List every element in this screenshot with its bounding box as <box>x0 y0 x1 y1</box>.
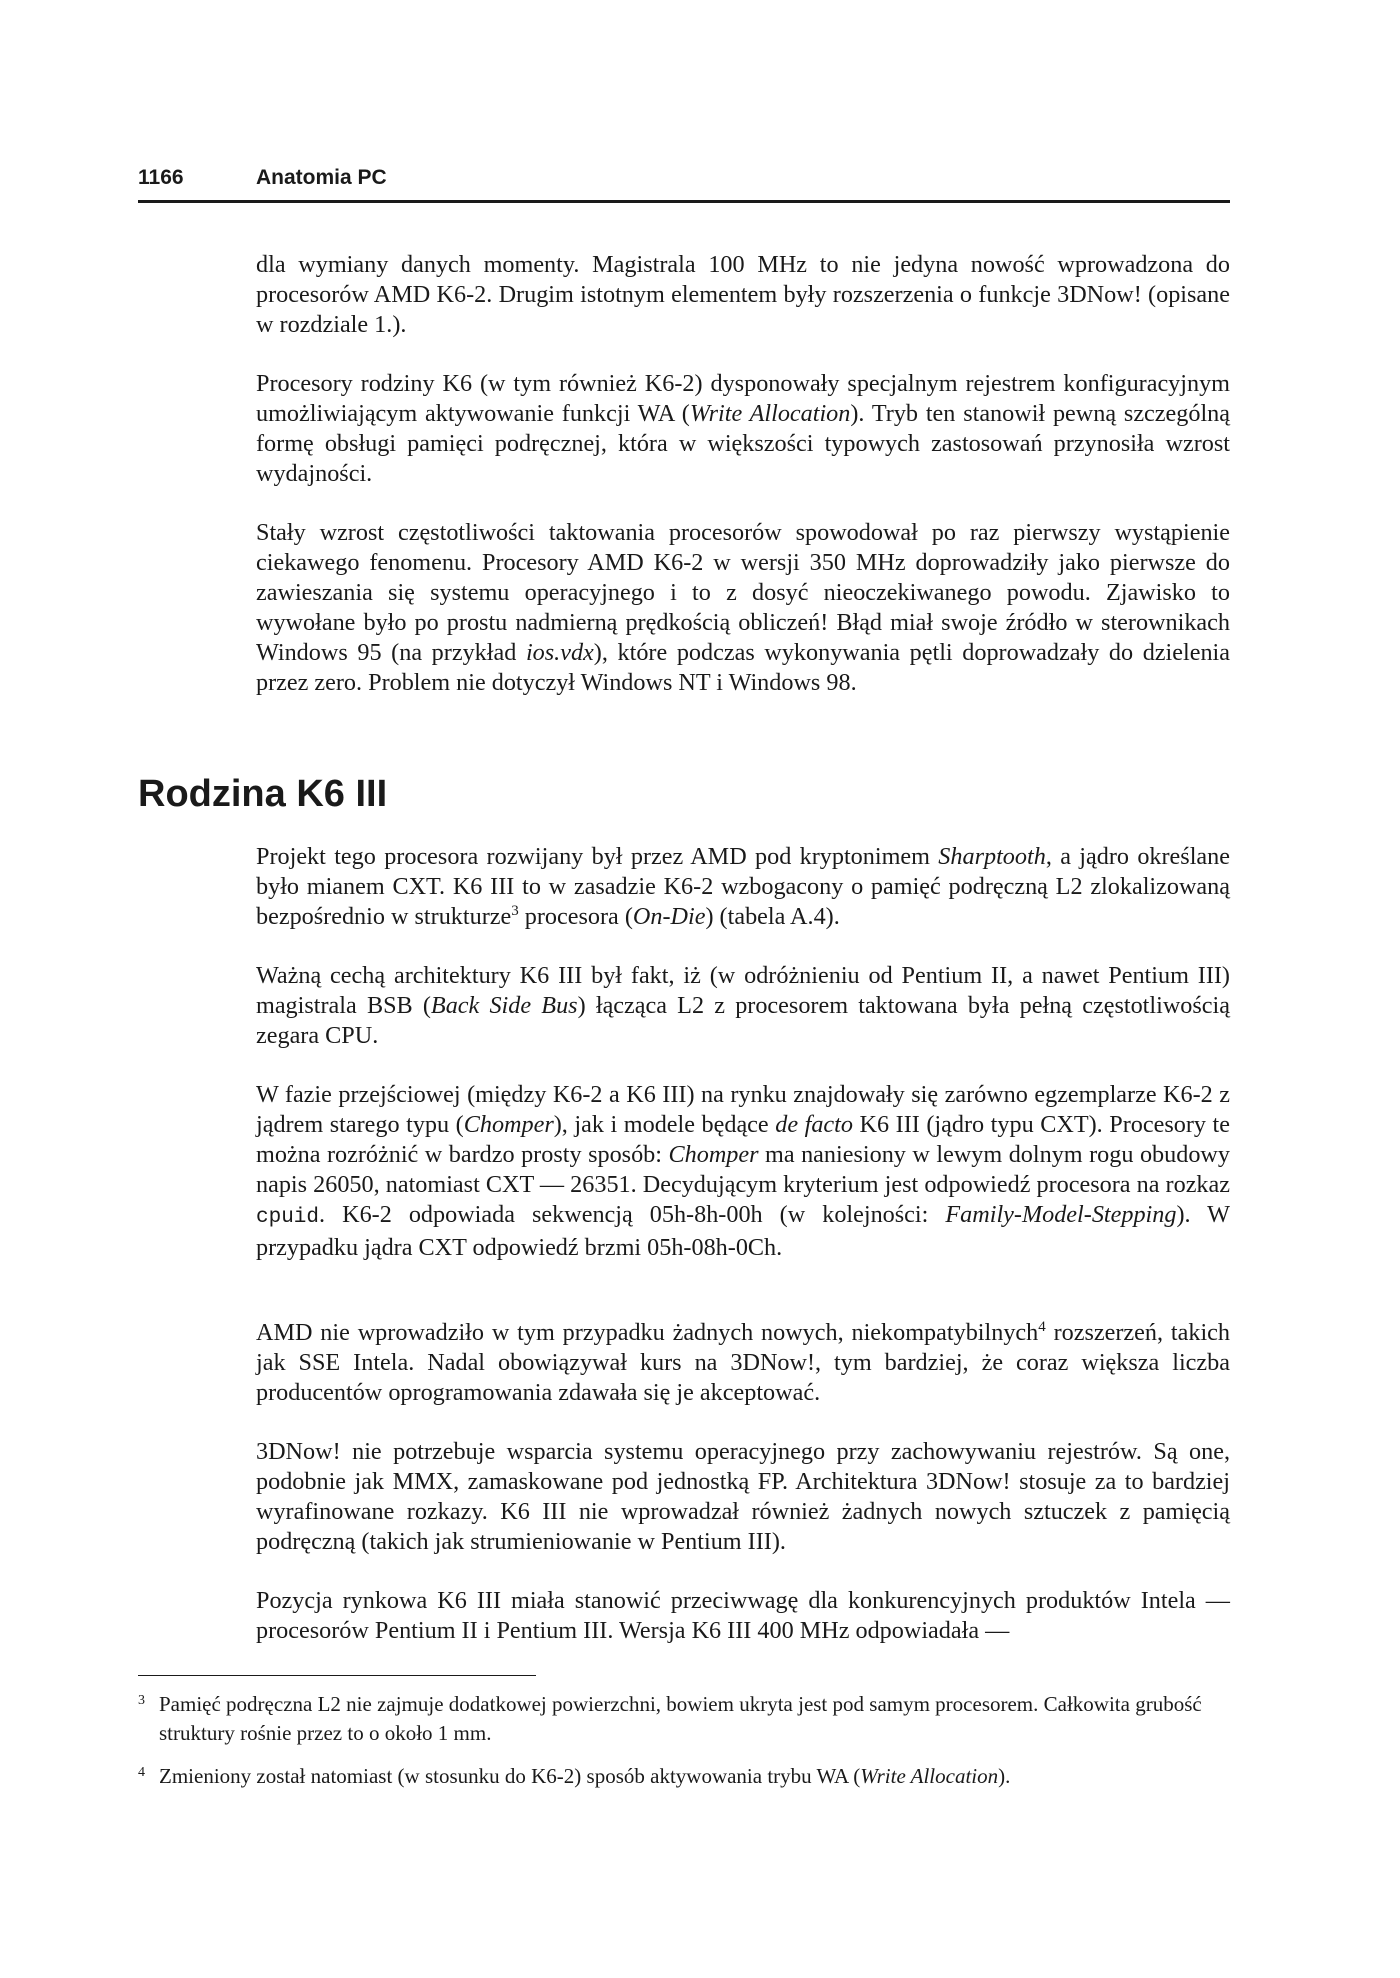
paragraph-3: Stały wzrost częstotliwości taktowania procesorów spowodował po raz pierwszy wystąpienie ciekawego fenomenu. Procesory AMD K6-2 w wersji 350 MHz doprowadziły jako pierwsze do zawieszania się systemu operacyjnego i to z dosyć nieoczekiwanego powodu. Zjawisko to wywołane było po prostu nadmierną prędkością obliczeń! Błąd miał swoje źródło w sterownikach Windows 95 (na przykład ios.vdx), które podczas wykonywania pętli doprowadzały do dzielenia przez zero. Problem nie dotyczył Windows NT i Windows 98. <box>256 519 1231 697</box>
paragraph-6: W fazie przejściowej (między K6-2 a K6 III) na rynku znajdowały się zarówno egzemplarze K6-2 z jądrem starego typu (Chomper), jak i modele będące de facto K6 III (jądro typu CXT). Procesory te można rozróżnić w bardzo prosty sposób: Chomper ma naniesiony w lewym dolnym rogu obudowy napis 26050, natomiast CXT — 26351. Decydującym kryterium jest odpowiedź procesora na rozkaz cpuid. K6-2 odpowiada sekwencją 05h-8h-00h (w kolejności: Family-Model-Stepping). W przypadku jądra CXT odpowiedź brzmi 05h-08h-0Ch. <box>256 1081 1230 1262</box>
footnote-3 <box>138 1690 1230 1748</box>
paragraph-4: Projekt tego procesora rozwijany był przez AMD pod kryptonimem Sharptooth, a jądro określane było mianem CXT. K6 III to w zasadzie K6-2 wzbogacony o pamięć podręczną L2 zlokalizowaną bezpośrednio w strukturze$^3$ procesora (On-Die) (tabela A.4). <box>256 843 1230 931</box>
footnote-text: Zmieniony został natomiast (w stosunku do K6-2) sposób aktywowania trybu WA (Write Allocation). <box>159 1764 1011 1788</box>
paragraph-8: 3DNow! nie potrzebuje wsparcia systemu operacyjnego przy zachowywaniu rejestrów. Są one, podobnie jak MMX, zamaskowane pod jednostką FP. Architektura 3DNow! stosuje za to bardziej wyrafinowane rozkazy. K6 III nie wprowadzał również żadnych nowych sztuczek z pamięcią podręczną (takich jak strumieniowanie w Pentium III). <box>256 1438 1230 1556</box>
footnote-4 <box>138 1762 1230 1791</box>
page-number: 1166 <box>138 166 184 189</box>
running-header <box>138 160 1230 203</box>
footnote-text: Pamięć podręczna L2 nie zajmuje dodatkowej powierzchni, bowiem ukryta jest pod samym procesorem. Całkowita grubość struktury rośnie przez to o około 1 mm. <box>159 1692 1202 1745</box>
footnote-ref-3: 3 <box>511 903 519 920</box>
paragraph-5: Ważną cechą architektury K6 III był fakt, iż (w odróżnieniu od Pentium II, a nawet Pentium III) magistrala BSB (Back Side Bus) łącząca L2 z procesorem taktowana była pełną częstotliwością zegara CPU. <box>256 962 1231 1050</box>
paragraph-2: Procesory rodziny K6 (w tym również K6-2) dysponowały specjalnym rejestrem konfiguracyjnym umożliwiającym aktywowanie funkcji WA (Write Allocation). Tryb ten stanowił pewną szczególną formę obsługi pamięci podręcznej, która w większości typowych zastosowań przynosiła wzrost wydajności. <box>256 370 1230 488</box>
footnote-number: 4 <box>138 1765 145 1780</box>
footnote-divider <box>138 1675 536 1676</box>
footnote-number: 3 <box>138 1693 145 1708</box>
section-heading: Rodzina K6 III <box>138 773 388 815</box>
paragraph-9: Pozycja rynkowa K6 III miała stanowić przeciwwagę dla konkurencyjnych produktów Intela — procesorów Pentium II i Pentium III. Wersja K6 III 400 MHz odpowiadała — <box>256 1587 1230 1645</box>
paragraph-7: AMD nie wprowadziło w tym przypadku żadnych nowych, niekompatybilnych$^4$ rozszerzeń, takich jak SSE Intela. Nadal obowiązywał kurs na 3DNow!, tym bardziej, że coraz większa liczba producentów oprogramowania zdawała się je akceptować. <box>256 1318 1230 1407</box>
paragraph-1: dla wymiany danych momenty. Magistrala 100 MHz to nie jedyna nowość wprowadzona do procesorów AMD K6-2. Drugim istotnym elementem były rozszerzenia o funkcje 3DNow! (opisane w rozdziale 1.). <box>256 251 1230 339</box>
running-title: Anatomia PC <box>256 166 387 189</box>
footnote-ref-4: 4 <box>1038 1318 1046 1335</box>
